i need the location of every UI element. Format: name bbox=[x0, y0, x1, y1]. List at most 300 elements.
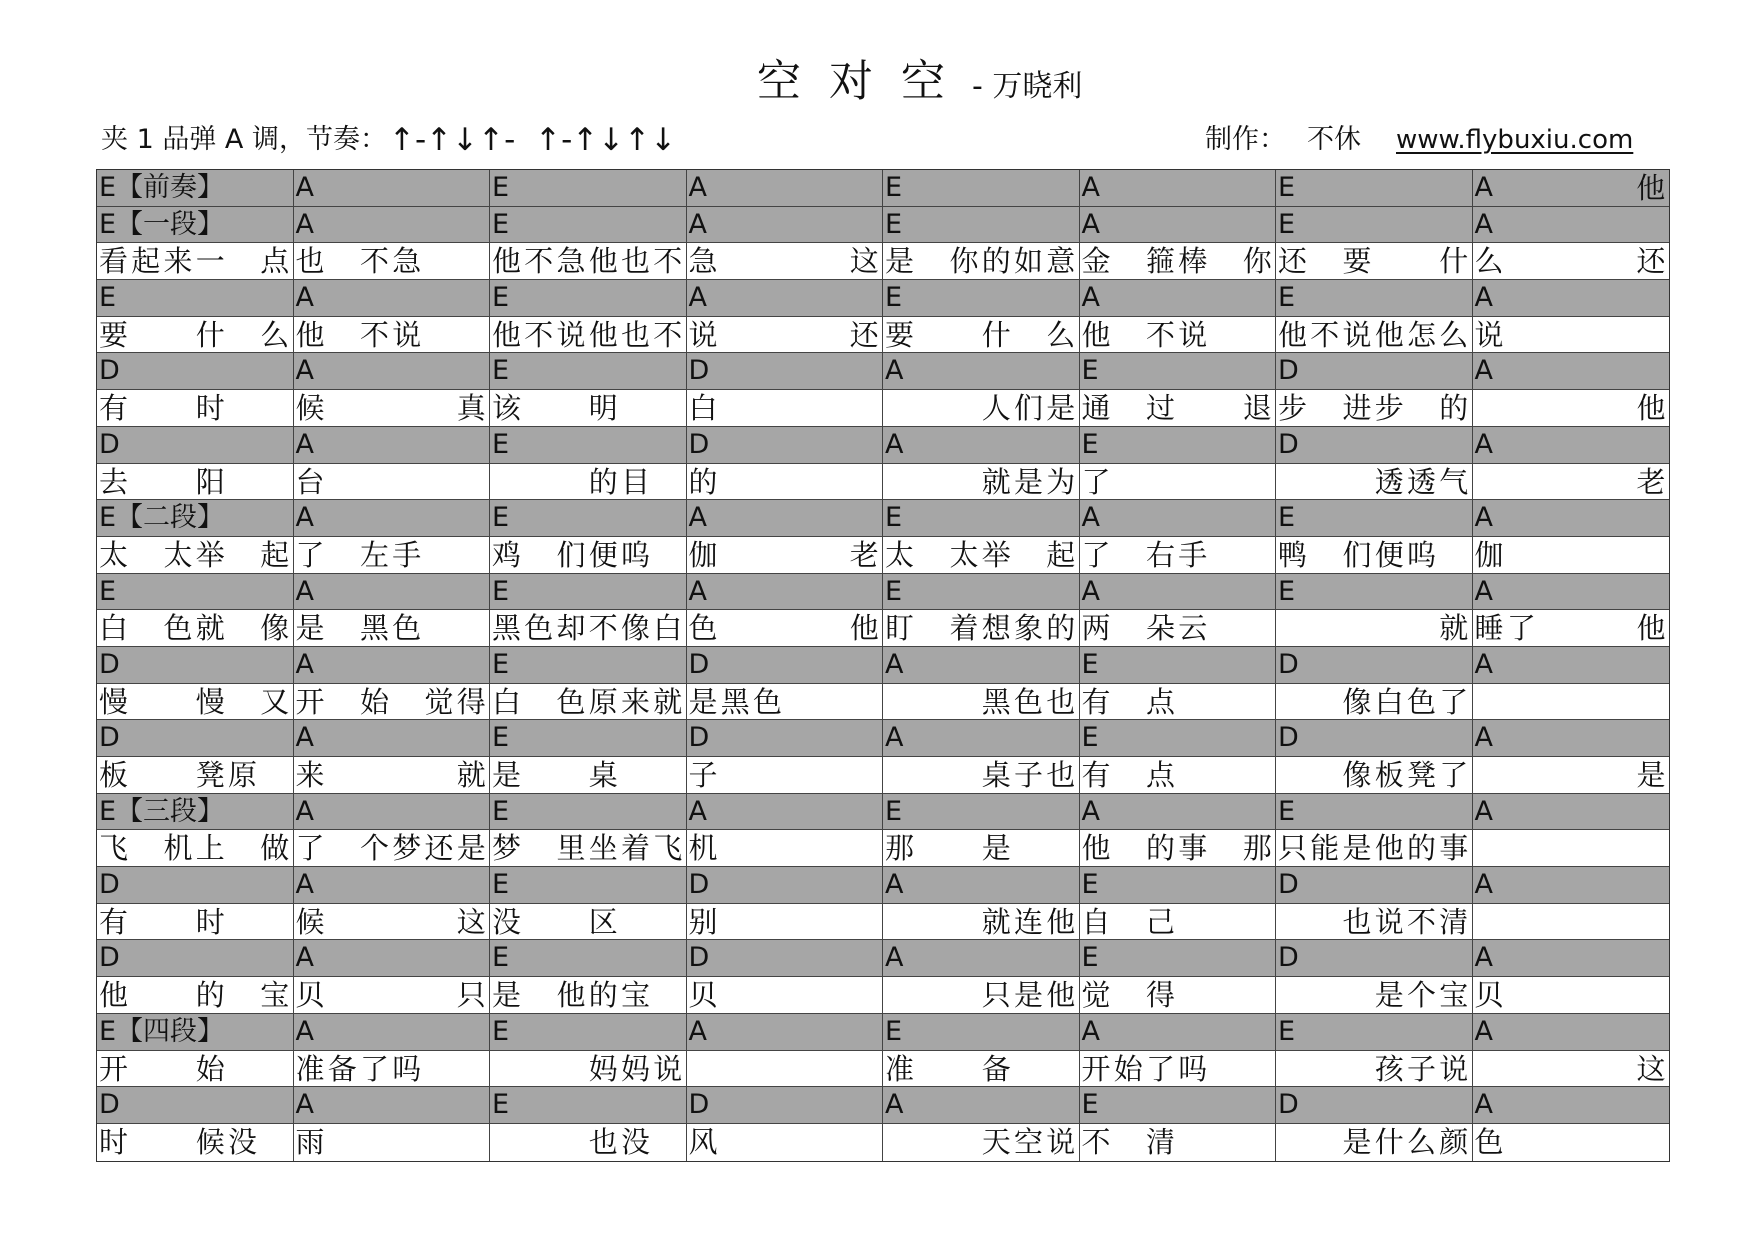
lyric-text bbox=[99, 610, 293, 646]
lyric-char bbox=[392, 757, 424, 793]
chord-label: D bbox=[99, 942, 120, 974]
chord-label: D bbox=[1278, 428, 1299, 460]
lyric-char: 个 bbox=[1407, 978, 1437, 1013]
lyric-cell bbox=[97, 537, 294, 574]
lyric-char: 不 bbox=[653, 317, 683, 352]
chord-label: A bbox=[295, 648, 314, 680]
chord-label: E bbox=[1081, 869, 1099, 901]
lyric-char bbox=[1310, 977, 1342, 1013]
lyric-cell bbox=[1276, 904, 1473, 941]
lyric-cell bbox=[687, 684, 884, 721]
lyric-cell bbox=[687, 830, 884, 867]
chord-label: D bbox=[99, 428, 120, 460]
chord-cell bbox=[1473, 353, 1670, 390]
lyric-row bbox=[97, 757, 1669, 794]
lyric-text bbox=[1082, 830, 1276, 866]
lyric-char: 又 bbox=[260, 684, 290, 719]
lyric-cell bbox=[1276, 757, 1473, 794]
lyric-char: 人 bbox=[981, 391, 1011, 426]
chord-label: A bbox=[1081, 502, 1100, 534]
lyric-text bbox=[1278, 757, 1472, 793]
lyric-char bbox=[425, 904, 457, 940]
lyric-char bbox=[917, 684, 949, 720]
lyric-text bbox=[492, 1124, 686, 1160]
chord-cell bbox=[1473, 280, 1670, 317]
lyric-char: 上 bbox=[195, 831, 225, 866]
lyric-char bbox=[164, 904, 196, 940]
chord-cell bbox=[687, 647, 884, 684]
lyric-char bbox=[1114, 977, 1146, 1013]
lyric-char: 他 bbox=[588, 317, 618, 352]
lyric-char: 么 bbox=[1474, 244, 1504, 279]
lyric-char bbox=[785, 537, 817, 573]
chord-label: E bbox=[492, 1015, 510, 1047]
lyric-cell bbox=[1276, 243, 1473, 280]
lyric-char: 鸡 bbox=[492, 537, 522, 572]
chord-cell bbox=[1080, 207, 1277, 244]
lyric-char bbox=[1572, 243, 1604, 279]
chord-label: D bbox=[688, 722, 710, 754]
chord-label: A bbox=[1081, 208, 1100, 240]
lyric-cell bbox=[294, 684, 491, 721]
lyric-char bbox=[1278, 904, 1310, 940]
lyric-char: 色 bbox=[1407, 684, 1437, 719]
lyric-char bbox=[1211, 390, 1243, 426]
lyric-row bbox=[97, 610, 1669, 647]
chord-cell bbox=[294, 280, 491, 317]
lyric-char: 清 bbox=[1146, 1124, 1176, 1159]
lyric-char: 伽 bbox=[1474, 537, 1504, 572]
chord-cell bbox=[1276, 867, 1473, 904]
lyric-cell bbox=[1276, 977, 1473, 1014]
lyric-char: 色 bbox=[556, 684, 586, 719]
lyric-text bbox=[296, 830, 490, 866]
lyric-text bbox=[492, 1051, 686, 1087]
chord-cell bbox=[97, 1014, 294, 1051]
lyric-cell bbox=[1080, 684, 1277, 721]
chord-label: D bbox=[99, 1089, 120, 1121]
chord-label: D bbox=[688, 869, 710, 901]
chord-label: D bbox=[1278, 648, 1299, 680]
lyric-char: 那 bbox=[1242, 831, 1272, 866]
chord-cell bbox=[294, 353, 491, 390]
chord-label: E bbox=[492, 355, 510, 387]
lyric-char bbox=[131, 904, 163, 940]
lyric-char: 始 bbox=[360, 684, 390, 719]
lyric-char: 的 bbox=[588, 978, 618, 1013]
lyric-cell bbox=[294, 830, 491, 867]
lyric-char bbox=[785, 317, 817, 353]
lyric-char: 不 bbox=[1407, 904, 1437, 939]
lyric-char: 要 bbox=[99, 317, 129, 352]
lyric-char bbox=[360, 390, 392, 426]
chord-label: E bbox=[1278, 1015, 1296, 1047]
lyric-char: 贝 bbox=[688, 978, 718, 1013]
lyric-char bbox=[1310, 684, 1342, 720]
lyric-char bbox=[753, 537, 785, 573]
chord-cell bbox=[294, 940, 491, 977]
chord-label: E bbox=[885, 172, 903, 203]
lyric-char bbox=[131, 537, 163, 573]
lyric-cell bbox=[294, 390, 491, 427]
lyric-cell bbox=[687, 317, 884, 354]
lyric-char bbox=[131, 390, 163, 426]
chord-label: E bbox=[1278, 172, 1296, 203]
lyric-text bbox=[885, 757, 1079, 793]
lyric-char: 便 bbox=[1374, 537, 1404, 572]
chord-cell bbox=[687, 500, 884, 537]
lyric-char: 觉 bbox=[1081, 978, 1111, 1013]
chord-label: A bbox=[1474, 942, 1493, 974]
lyric-text bbox=[885, 390, 1079, 426]
lyric-char: 不 bbox=[1310, 317, 1340, 352]
lyric-char: 手 bbox=[392, 537, 422, 572]
lyric-char bbox=[557, 757, 589, 793]
chord-cell bbox=[97, 940, 294, 977]
lyric-char: 就 bbox=[456, 758, 486, 792]
chord-label: A bbox=[1081, 575, 1100, 607]
lyric-char bbox=[492, 464, 524, 500]
lyric-char bbox=[557, 1051, 589, 1087]
chord-cell bbox=[883, 940, 1080, 977]
lyric-char: 不 bbox=[1081, 1124, 1111, 1159]
lyric-cell bbox=[1276, 684, 1473, 721]
lyric-char: 不 bbox=[653, 244, 683, 279]
chord-label: A bbox=[295, 172, 314, 203]
chord-label: D bbox=[688, 1089, 710, 1121]
lyric-char: 说 bbox=[1374, 904, 1404, 939]
chord-cell bbox=[687, 574, 884, 611]
lyric-char bbox=[1507, 390, 1539, 426]
lyric-text bbox=[1278, 464, 1472, 500]
lyric-char: 雨 bbox=[295, 1124, 325, 1159]
lyric-text bbox=[885, 684, 1079, 720]
website-link[interactable]: www.flybuxiu.com bbox=[1396, 125, 1634, 155]
lyric-char: 便 bbox=[588, 537, 618, 572]
lyric-char: 吗 bbox=[1178, 1051, 1208, 1086]
lyric-char: 坐 bbox=[588, 831, 618, 866]
lyric-char: 清 bbox=[1439, 904, 1469, 939]
lyric-char bbox=[1310, 464, 1342, 500]
lyric-char bbox=[328, 757, 360, 793]
chord-label: E bbox=[492, 282, 510, 314]
chord-label: E bbox=[1278, 282, 1296, 314]
lyric-text bbox=[1278, 684, 1472, 720]
lyric-char: 要 bbox=[885, 317, 915, 352]
lyric-char: 们 bbox=[556, 537, 586, 572]
lyric-char: 该 bbox=[492, 391, 522, 426]
lyric-char bbox=[1475, 464, 1507, 500]
lyric-char: 举 bbox=[195, 537, 225, 572]
lyric-char: 这 bbox=[456, 904, 486, 939]
lyric-char: 有 bbox=[1081, 684, 1111, 719]
lyric-char: 有 bbox=[1081, 758, 1111, 792]
lyric-char: 说 bbox=[1178, 317, 1208, 352]
lyric-char: 他 bbox=[1636, 391, 1666, 426]
lyric-char bbox=[425, 977, 457, 1013]
lyric-text bbox=[492, 904, 686, 940]
lyric-char bbox=[524, 464, 556, 500]
lyric-char: 他 bbox=[99, 978, 129, 1013]
lyric-char bbox=[885, 464, 917, 500]
lyric-text bbox=[885, 977, 1079, 1013]
lyric-char bbox=[917, 610, 949, 646]
lyric-cell bbox=[1473, 464, 1670, 501]
lyric-char: 着 bbox=[621, 831, 651, 866]
lyric-char: 气 bbox=[1439, 464, 1469, 499]
lyric-char: 凳 bbox=[195, 758, 225, 792]
lyric-text bbox=[1082, 317, 1276, 353]
lyric-char: 贝 bbox=[1474, 978, 1504, 1013]
chord-cell bbox=[97, 574, 294, 611]
lyric-char bbox=[328, 243, 360, 279]
chord-label: A bbox=[885, 1089, 904, 1121]
lyric-char bbox=[1572, 610, 1604, 646]
chord-cell bbox=[490, 1014, 687, 1051]
lyric-char: 吗 bbox=[392, 1051, 422, 1086]
lyric-cell bbox=[1080, 317, 1277, 354]
chord-label: D bbox=[1278, 1089, 1299, 1121]
chord-cell bbox=[1473, 940, 1670, 977]
lyric-char bbox=[392, 684, 424, 720]
chord-label: A bbox=[295, 282, 314, 314]
lyric-cell bbox=[1473, 757, 1670, 794]
chord-label: A bbox=[688, 575, 707, 607]
lyric-char bbox=[524, 977, 556, 1013]
lyric-char: 飞 bbox=[653, 831, 683, 866]
lyric-char bbox=[1178, 390, 1210, 426]
lyric-char: 他 bbox=[295, 317, 325, 352]
lyric-char: 还 bbox=[1278, 244, 1308, 279]
chord-cell bbox=[687, 720, 884, 757]
lyric-char bbox=[950, 830, 982, 866]
lyric-cell bbox=[687, 464, 884, 501]
chord-label: A bbox=[295, 1089, 314, 1121]
chord-label: A bbox=[1474, 575, 1493, 607]
chord-cell bbox=[1473, 207, 1670, 244]
lyric-char: 左 bbox=[360, 537, 390, 572]
lyric-char: 是 bbox=[885, 244, 915, 279]
lyric-char: 是 bbox=[295, 611, 325, 646]
lyric-char: 黑 bbox=[981, 684, 1011, 719]
chord-cell bbox=[1473, 867, 1670, 904]
chord-label: E bbox=[1278, 502, 1296, 534]
chord-cell bbox=[687, 207, 884, 244]
lyric-char bbox=[753, 317, 785, 353]
lyric-char: 有 bbox=[99, 391, 129, 426]
lyric-row bbox=[97, 830, 1669, 867]
lyric-text bbox=[1082, 904, 1276, 940]
lyric-char bbox=[1407, 610, 1439, 646]
lyric-text bbox=[99, 464, 293, 500]
lyric-text bbox=[689, 684, 883, 720]
chord-label: E bbox=[99, 282, 117, 314]
lyric-text bbox=[296, 464, 490, 500]
lyric-text bbox=[1475, 317, 1670, 353]
lyric-cell bbox=[97, 757, 294, 794]
chord-cell bbox=[294, 794, 491, 831]
lyric-cell bbox=[1276, 317, 1473, 354]
chord-cell bbox=[97, 720, 294, 757]
lyric-cell bbox=[883, 1051, 1080, 1088]
chord-label: E bbox=[492, 648, 510, 680]
lyric-text bbox=[492, 610, 686, 646]
lyric-char: 看 bbox=[99, 244, 129, 279]
lyric-char: 就 bbox=[1439, 611, 1469, 646]
lyric-char: 云 bbox=[1178, 611, 1208, 646]
lyric-char: 也 bbox=[621, 244, 651, 279]
lyric-char: 做 bbox=[260, 831, 290, 866]
lyric-char bbox=[1114, 537, 1146, 573]
lyric-cell bbox=[1080, 610, 1277, 647]
lyric-char: 他 bbox=[849, 611, 879, 646]
lyric-char: 急 bbox=[688, 244, 718, 279]
chord-cell bbox=[1276, 940, 1473, 977]
chord-label: E bbox=[492, 1089, 510, 1121]
lyric-cell bbox=[490, 904, 687, 941]
chord-cell bbox=[1473, 1087, 1670, 1124]
lyric-cell bbox=[1473, 684, 1670, 721]
lyric-char: 你 bbox=[949, 244, 979, 279]
chord-cell bbox=[294, 500, 491, 537]
lyric-cell bbox=[490, 390, 687, 427]
chord-cell bbox=[490, 867, 687, 904]
chord-row bbox=[97, 353, 1669, 390]
lyric-text bbox=[689, 904, 883, 940]
lyric-cell bbox=[883, 464, 1080, 501]
lyric-char: 也 bbox=[621, 317, 651, 352]
chord-label: A bbox=[885, 648, 904, 680]
lyric-char: 透 bbox=[1407, 464, 1437, 499]
lyric-cell bbox=[1080, 1124, 1277, 1161]
lyric-char: 手 bbox=[1178, 537, 1208, 572]
lyric-char: 就 bbox=[195, 611, 225, 646]
lyric-char: 慢 bbox=[195, 684, 225, 719]
lyric-char bbox=[917, 757, 949, 793]
chord-cell bbox=[1080, 170, 1277, 207]
lyric-text bbox=[689, 317, 883, 353]
chord-cell bbox=[687, 280, 884, 317]
chord-row bbox=[97, 940, 1669, 977]
chord-cell bbox=[490, 720, 687, 757]
chord-label: A bbox=[885, 355, 904, 387]
lyric-text bbox=[99, 830, 293, 866]
lyric-text bbox=[296, 904, 490, 940]
chord-row bbox=[97, 867, 1669, 904]
lyric-char bbox=[1114, 830, 1146, 866]
lyric-char: 梦 bbox=[492, 831, 522, 866]
lyric-char: 起 bbox=[1046, 537, 1076, 572]
lyric-char: 板 bbox=[1374, 758, 1404, 792]
lyric-text bbox=[492, 243, 686, 279]
lyric-char bbox=[1310, 243, 1342, 279]
chord-label: E bbox=[1081, 1089, 1099, 1121]
lyric-cell bbox=[1276, 1051, 1473, 1088]
lyric-char: 是 bbox=[688, 684, 718, 719]
lyric-char: 却 bbox=[556, 611, 586, 646]
lyric-char: 还 bbox=[424, 831, 454, 866]
chord-cell bbox=[1276, 207, 1473, 244]
lyric-cell bbox=[687, 1124, 884, 1161]
lyric-char: 桌 bbox=[981, 758, 1011, 792]
lyric-row bbox=[97, 977, 1669, 1014]
lyric-text bbox=[885, 1051, 1079, 1087]
lyric-char: 区 bbox=[588, 904, 618, 939]
lyric-char bbox=[1572, 464, 1604, 500]
lyric-char bbox=[164, 977, 196, 1013]
lyric-char: 己 bbox=[1146, 904, 1176, 939]
lyric-text bbox=[689, 243, 883, 279]
lyric-char: 为 bbox=[1046, 464, 1076, 499]
lyric-char: 妈 bbox=[621, 1051, 651, 1086]
chord-cell bbox=[883, 867, 1080, 904]
lyric-cell bbox=[294, 904, 491, 941]
chord-label: A bbox=[1474, 282, 1493, 314]
lyric-char bbox=[1407, 243, 1439, 279]
chord-cell bbox=[883, 720, 1080, 757]
lyric-char: 不 bbox=[1146, 317, 1176, 352]
lyric-char bbox=[917, 537, 949, 573]
lyric-cell bbox=[97, 1124, 294, 1161]
chord-cell bbox=[294, 574, 491, 611]
chord-label: E【四段】 bbox=[99, 1015, 225, 1047]
lyric-char bbox=[557, 390, 589, 426]
lyric-char: 只 bbox=[981, 978, 1011, 1013]
chord-cell bbox=[294, 867, 491, 904]
lyric-text bbox=[1082, 757, 1276, 793]
lyric-char bbox=[1310, 537, 1342, 573]
chord-cell bbox=[294, 427, 491, 464]
chord-label: A bbox=[1081, 282, 1100, 314]
lyric-char bbox=[950, 464, 982, 500]
lyric-cell bbox=[883, 977, 1080, 1014]
lyric-text bbox=[689, 390, 883, 426]
lyric-text bbox=[1278, 830, 1472, 866]
lyric-row bbox=[97, 243, 1669, 280]
lyric-char: 点 bbox=[260, 244, 290, 279]
chord-label: A bbox=[295, 942, 314, 974]
lyric-char: 机 bbox=[688, 831, 718, 866]
lyric-char bbox=[524, 1124, 556, 1160]
lyric-char: 还 bbox=[849, 317, 879, 352]
lyric-char bbox=[1507, 757, 1539, 793]
lyric-char: 像 bbox=[1342, 684, 1372, 719]
lyric-cell bbox=[97, 243, 294, 280]
lyric-char: 步 bbox=[1374, 391, 1404, 426]
chord-cell bbox=[1080, 720, 1277, 757]
lyric-text bbox=[492, 830, 686, 866]
lyric-char: 了 bbox=[1439, 684, 1469, 719]
lyric-text bbox=[296, 977, 490, 1013]
lyric-text bbox=[1082, 1051, 1276, 1087]
lyric-char: 来 bbox=[295, 758, 325, 792]
lyric-char: 么 bbox=[260, 317, 290, 352]
chord-cell bbox=[1473, 574, 1670, 611]
chord-label: A bbox=[295, 575, 314, 607]
chord-row bbox=[97, 500, 1669, 537]
lyric-cell bbox=[883, 904, 1080, 941]
lyric-char: 你 bbox=[1242, 244, 1272, 279]
lyric-cell bbox=[1080, 977, 1277, 1014]
lyric-char bbox=[1507, 1051, 1539, 1087]
lyric-text bbox=[1278, 610, 1472, 646]
lyric-char bbox=[164, 390, 196, 426]
lyric-char bbox=[1310, 757, 1342, 793]
lyric-char: 备 bbox=[981, 1051, 1011, 1086]
lyric-char bbox=[885, 977, 917, 1013]
lyric-text bbox=[689, 1124, 883, 1160]
lyric-char: 什 bbox=[981, 317, 1011, 352]
